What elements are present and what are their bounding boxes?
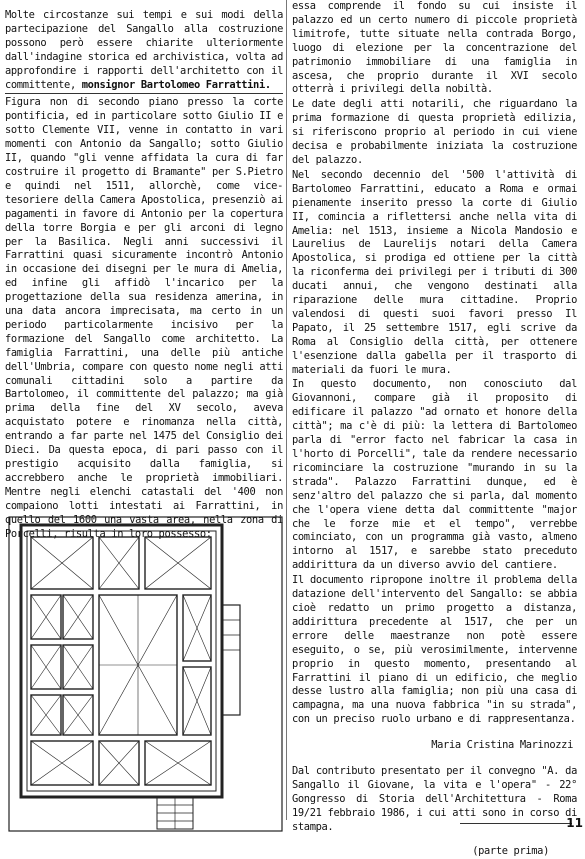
intro-text: Molte circostanze sui tempi e sui modi della partecipazione del Sangallo alla costruzione possono però essere chiarite ulteriormente dall'indagine storica ed archivistica, volta ad approfondire i rapporti dell'architetto con il committente, (5, 9, 283, 91)
body-paragraph-1: Figura non di secondo piano presso la corte pontificia, ed in particolare sotto Giulio II e sotto Clemente VII, venne in contatto in vari momenti con Antonio da Sangallo; sotto Giulio II, quando "gli venne affidata la cura di far costruire il progetto di Bramante" per S.Pietro e quindi nel 1511, allorchè, come vice-tesoriere della Camera Apostolica, presenziò ai pagamenti in favore di Antonio per la copertura della torre Borgia e per gli arconi di legno per la Basilica. Negli anni successivi il Farrattini quasi sicuramente incontrò Antonio in occasione dei disegni per le mura di Amelia, ed infine gli affidò l'incarico per la progettazione della sua residenza amerina, in una data ancora imprecisata, ma certo in un periodo particolarmente incisivo per la formazione del Sangallo come architetto. La famiglia Farrattini, una delle più antiche dell'Umbria, compare con questo nome negli atti comunali cittadini solo a partire da Bartolomeo, il committente del palazzo; ma già prima della fine del XV secolo, aveva acquistato potere e rinomanza nella città, entrando a far parte nel 1475 del Consiglio dei Dieci. Da questa epoca, di pari passo con il prestigio acquisito dalla famiglia, si accrebbero anche le proprietà immobiliari. Mentre negli elenchi catastali del '400 non compaiono lotti intestati ai Farrattini, in quello del 1600 una vasta area, nella zona di Porcelli, risulta in loro possesso: (5, 96, 283, 540)
footer-rule (460, 823, 572, 824)
floor-plan-figure (7, 515, 284, 833)
body-paragraph-3: Le date degli atti notarili, che riguardano la prima formazione di questa proprietà edilizia, si riferiscono proprio al periodo in cui viene decisa e probabilmente iniziata la costruzione del palazzo. (292, 98, 577, 166)
author-name: Maria Cristina Marinozzi (431, 739, 573, 752)
left-column (5, 9, 283, 542)
source-note: Dal contributo presentato per il convegno "A. da Sangallo il Giovane, la vita e l'opera" - 22° Gongresso di Storia dell'Architettura - Roma 19/21 febbraio 1986, i cui atti sono in corso di stampa. (292, 765, 577, 833)
body-paragraph-4: Nel secondo decennio del '500 l'attività di Bartolomeo Farrattini, educato a Roma e ormai pienamente inserito presso la corte di Giulio II, comincia a riflettersi anche nella vita di Amelia: nel 1513, insieme a Nicola Mandosio e Laurelius de Laurelijs notari della Camera Apostolica, si prodiga ed ottiene per la città la riconferma dei privilegi per i tributi di 300 ducati annui, che vengono destinati alla riparazione delle mura cittadine. Proprio valendosi di questi suoi favori presso Il Papato, il 25 settembre 1517, egli scrive da Roma al Consiglio della città, per ottenere l'esenzione dalla gabella per il trasporto di materiali da fuori le mura. (292, 168, 577, 376)
intro-paragraph (5, 9, 283, 92)
floor-plan-drawing (7, 515, 284, 833)
part-label: (parte prima) (472, 844, 549, 857)
body-paragraph-6: Il documento ripropone inoltre il problema della datazione dell'intervento del Sangallo: se abbia cioè redatto un primo progetto a distanza, addirittura precedente al 1517, che per un errore delle maestranze non potè essere eseguito, o se, più verosimilmente, intervenne proprio in questo momento, presentando al Farrattini il piano di un edificio, che meglio desse lustro alla famiglia; non più una casa di campagna, ma una nuova fabbrica "in su strada", con un preciso ruolo urbano e di rappresentanza. (292, 574, 577, 726)
page-number: 11 (566, 816, 583, 830)
intro-bold-name: monsignor Bartolomeo Farrattini. (81, 78, 271, 91)
body-paragraph-2: essa comprende il fondo su cui insiste il palazzo ed un certo numero di piccole proprietà limitrofe, tutte situate nella contrada Borgo, luogo di elezione per la concentrazione del patrimonio immobiliare di una famiglia in ascesa, che proprio durante il XVI secolo otterrà i privilegi della nobiltà. (292, 0, 577, 96)
column-divider (286, 0, 287, 820)
side-corridor (222, 605, 240, 715)
section-rule (5, 93, 283, 94)
body-paragraph-5: In questo documento, non conosciuto dal Giovannoni, compare già il proposito di edificare il palazzo "ad ornato et honore della città"; ma c'è di più: la lettera di Bartolomeo parla di "error facto nel fabricar la casa in l'horto di Porcelli", tale da rendere necessario ricominciare la costruzione "murando in su la strada". Palazzo Farrattini dunque, ed è senz'altro del palazzo che si parla, dal momento che l'opera viene detta dal committente "major che le forze mie et el tempo", verrebbe cominciato, con un programma già vasto, almeno intorno al 1517, e sarebbe stato preceduto addirittura da un diverso avvio del cantiere. (292, 378, 577, 572)
right-column (292, 0, 577, 859)
